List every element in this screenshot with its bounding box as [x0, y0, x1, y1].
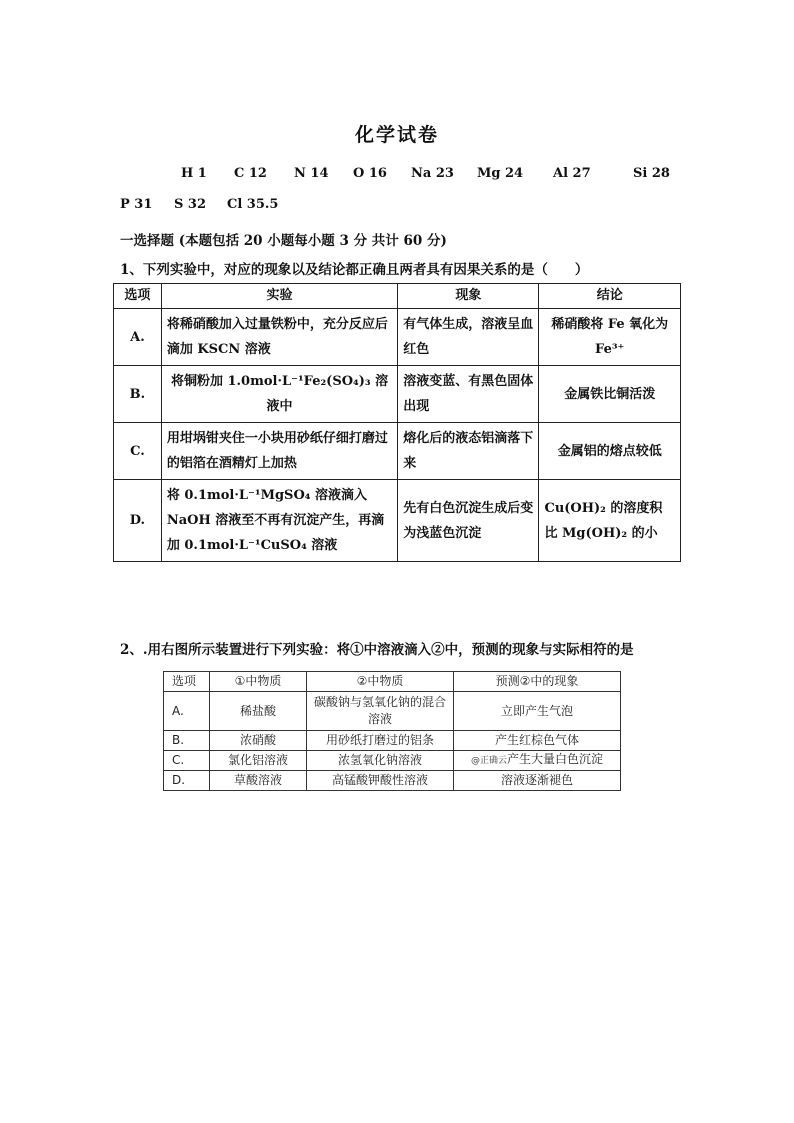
option-cell: A. [164, 692, 210, 731]
header-option: 选项 [114, 284, 162, 309]
table-header-row [114, 284, 681, 309]
mass-h: H 1 [181, 166, 207, 181]
experiment-cell: 将稀硝酸加入过量铁粉中，充分反应后滴加 KSCN 溶液 [161, 309, 397, 366]
header-phenomenon: 现象 [398, 284, 539, 309]
mass-o: O 16 [353, 166, 387, 181]
option-cell: C. [164, 751, 210, 771]
prediction-cell: 溶液逐渐褪色 [454, 771, 621, 791]
table-row [164, 692, 621, 731]
mass-s: S 32 [174, 197, 207, 212]
table-row [114, 309, 681, 366]
substance-2-cell: 碳酸钠与氢氧化钠的混合溶液 [307, 692, 454, 731]
mass-cl: Cl 35.5 [227, 197, 279, 212]
prediction-text: 产生大量白色沉淀 [507, 752, 604, 766]
prediction-cell: 立即产生气泡 [454, 692, 621, 731]
section-heading: 一选择题 (本题包括 20 小题每小题 3 分 共计 60 分) [120, 233, 447, 249]
option-cell: B. [164, 731, 210, 751]
mass-p: P 31 [120, 197, 153, 212]
option-cell: B. [114, 366, 162, 423]
table-row [164, 751, 621, 771]
substance-1-cell: 稀盐酸 [210, 692, 307, 731]
mass-si: Si 28 [633, 166, 670, 181]
phenomenon-cell: 溶液变蓝、有黑色固体出现 [398, 366, 539, 423]
header-prediction: 预测②中的现象 [454, 672, 621, 692]
substance-1-cell: 氯化铝溶液 [210, 751, 307, 771]
phenomenon-cell: 有气体生成，溶液呈血红色 [398, 309, 539, 366]
option-cell: D. [164, 771, 210, 791]
mass-al: Al 27 [553, 166, 591, 181]
conclusion-cell: 金属铝的熔点较低 [539, 423, 681, 480]
substance-2-cell: 浓氢氧化钠溶液 [307, 751, 454, 771]
watermark: @正确云 [470, 756, 507, 766]
conclusion-cell: 稀硝酸将 Fe 氧化为 Fe³⁺ [539, 309, 681, 366]
table-row [114, 366, 681, 423]
mass-n: N 14 [294, 166, 329, 181]
table-row [114, 480, 681, 562]
page-title: 化学试卷 [354, 124, 439, 146]
experiment-cell: 用坩埚钳夹住一小块用砂纸仔细打磨过的铝箔在酒精灯上加热 [161, 423, 397, 480]
substance-1-cell: 草酸溶液 [210, 771, 307, 791]
table-row [164, 731, 621, 751]
mass-c: C 12 [234, 166, 267, 181]
phenomenon-cell: 熔化后的液态铝滴落下来 [398, 423, 539, 480]
question-1-table [113, 283, 681, 562]
option-cell: A. [114, 309, 162, 366]
conclusion-cell: Cu(OH)₂ 的溶度积比 Mg(OH)₂ 的小 [539, 480, 681, 562]
header-substance-1: ①中物质 [210, 672, 307, 692]
header-option: 选项 [164, 672, 210, 692]
option-cell: D. [114, 480, 162, 562]
question-2-text: 2、.用右图所示装置进行下列实验：将①中溶液滴入②中，预测的现象与实际相符的是 [120, 642, 634, 658]
table-row [114, 423, 681, 480]
header-substance-2: ②中物质 [307, 672, 454, 692]
option-cell: C. [114, 423, 162, 480]
conclusion-cell: 金属铁比铜活泼 [539, 366, 681, 423]
prediction-cell [454, 751, 621, 771]
prediction-cell: 产生红棕色气体 [454, 731, 621, 751]
substance-1-cell: 浓硝酸 [210, 731, 307, 751]
table-row [164, 771, 621, 791]
mass-mg: Mg 24 [477, 166, 524, 181]
phenomenon-cell: 先有白色沉淀生成后变为浅蓝色沉淀 [398, 480, 539, 562]
header-conclusion: 结论 [539, 284, 681, 309]
question-2-table [163, 671, 621, 791]
question-1-text: 1、下列实验中，对应的现象以及结论都正确且两者具有因果关系的是（ ） [120, 262, 589, 278]
mass-na: Na 23 [411, 166, 454, 181]
experiment-cell: 将 0.1mol·L⁻¹MgSO₄ 溶液滴入 NaOH 溶液至不再有沉淀产生，再滴加 0.1mol·L⁻¹CuSO₄ 溶液 [161, 480, 397, 562]
table-header-row [164, 672, 621, 692]
header-experiment: 实验 [161, 284, 397, 309]
substance-2-cell: 高锰酸钾酸性溶液 [307, 771, 454, 791]
substance-2-cell: 用砂纸打磨过的铝条 [307, 731, 454, 751]
experiment-cell: 将铜粉加 1.0mol·L⁻¹Fe₂(SO₄)₃ 溶液中 [161, 366, 397, 423]
